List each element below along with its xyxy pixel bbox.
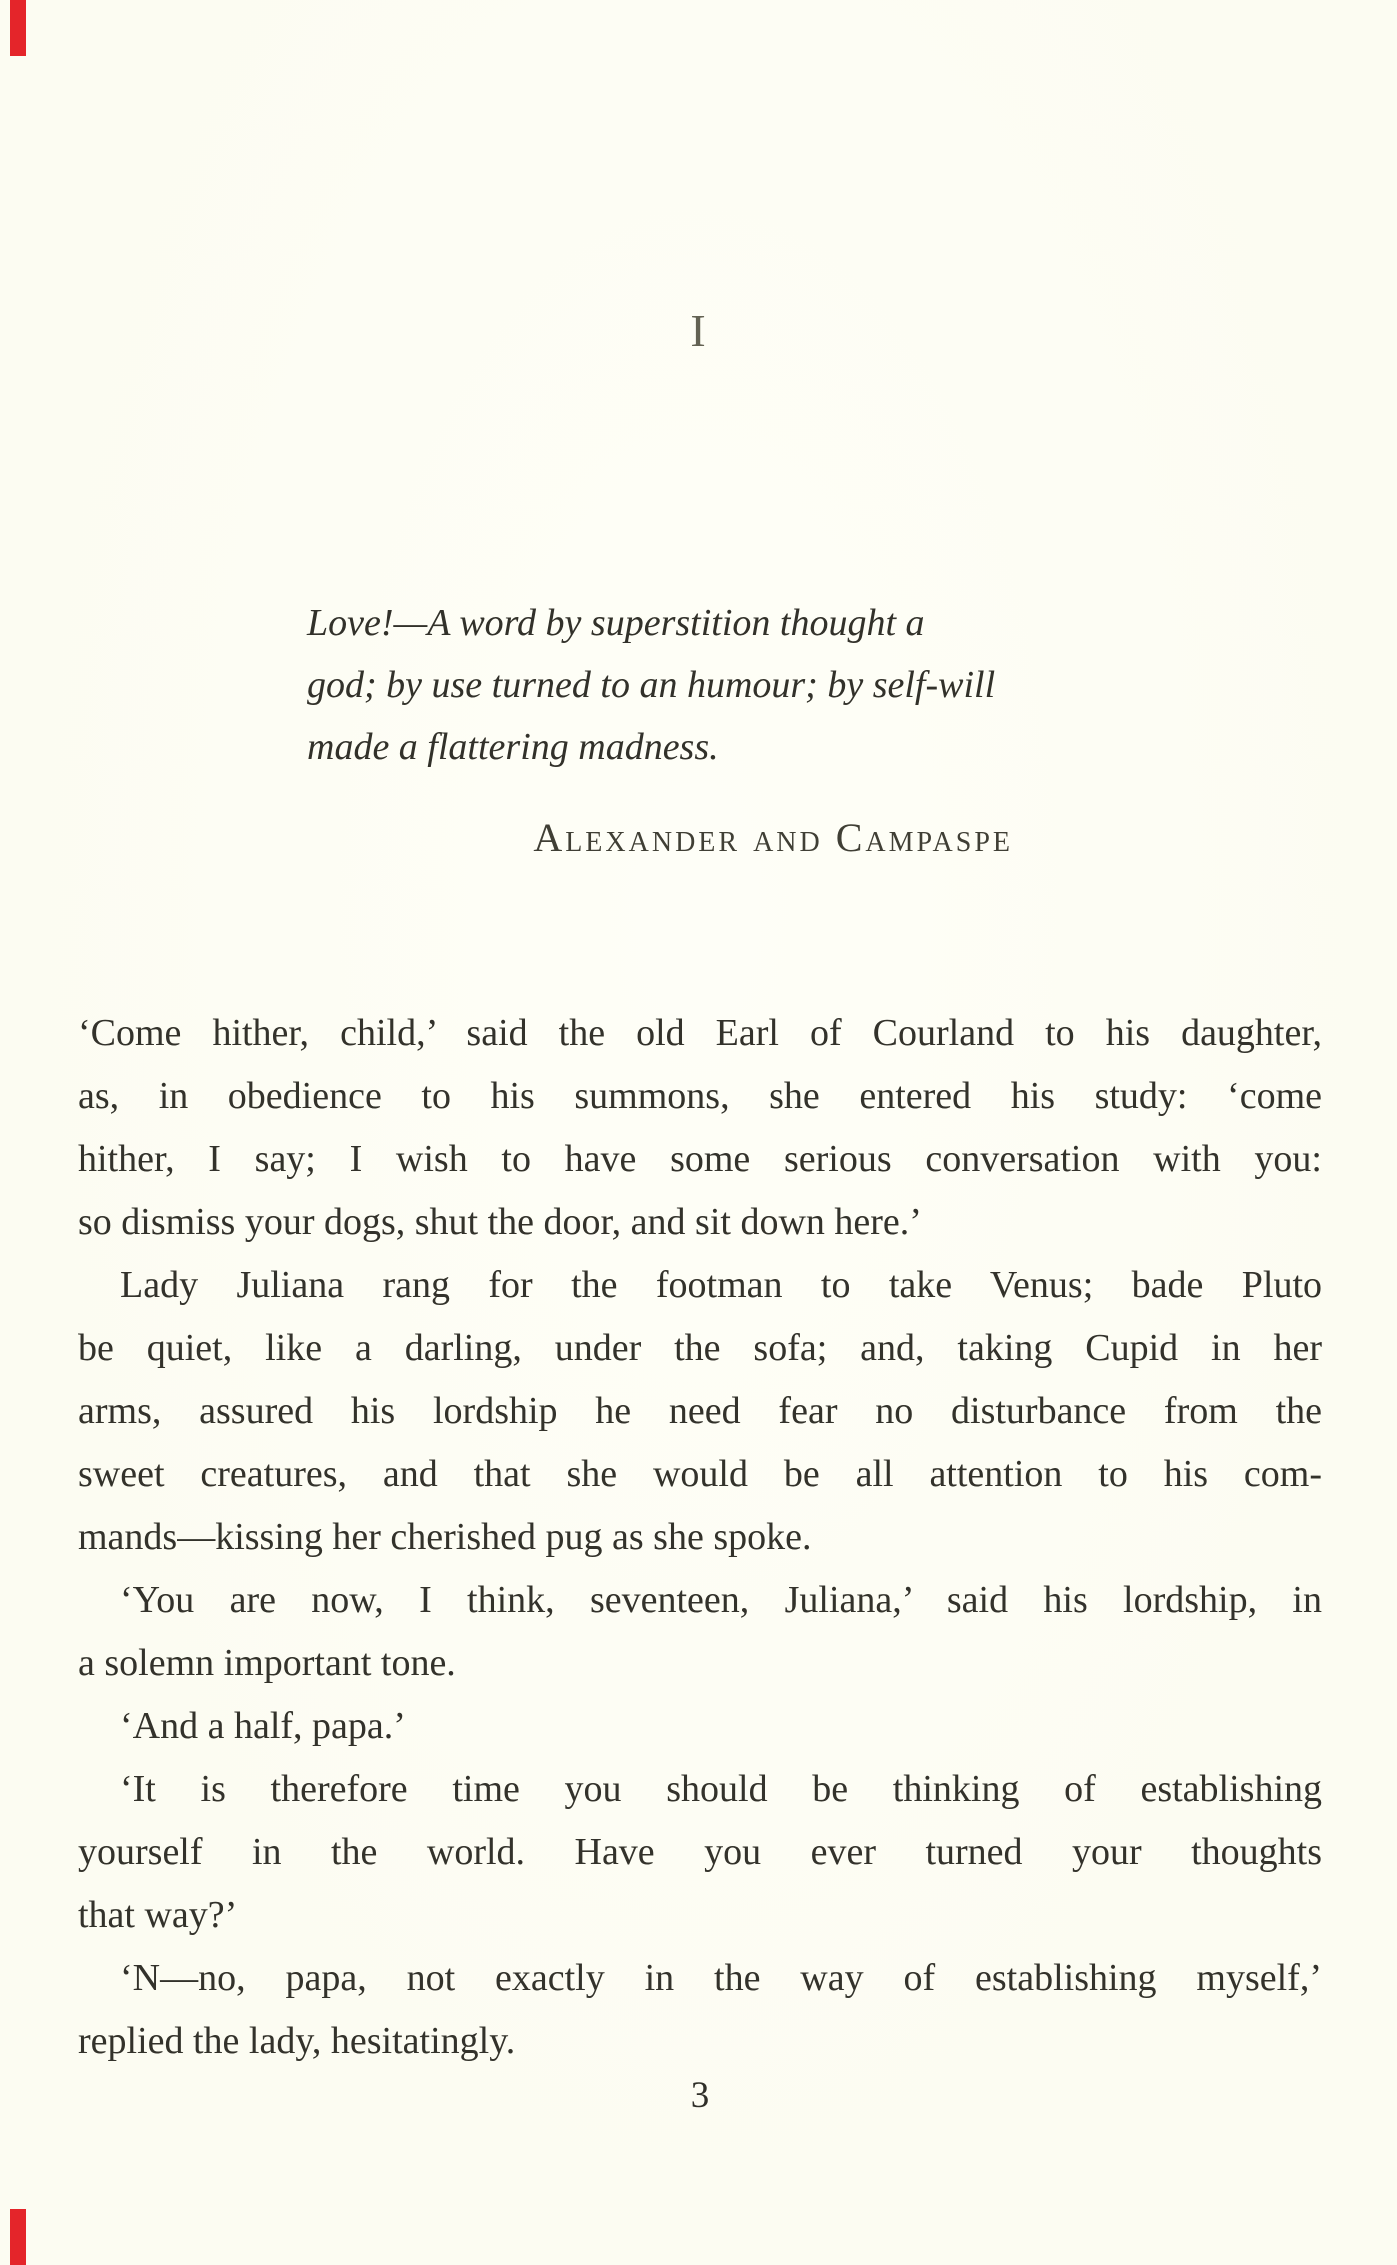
text-line: as, in obedience to his summons, she entered his study: ‘come (78, 1075, 1322, 1117)
text-line: be quiet, like a darling, under the sofa; and, taking Cupid in her (78, 1327, 1322, 1369)
text-line: that way?’ (78, 1894, 238, 1936)
text-line: mands—kissing her cherished pug as she spoke. (78, 1516, 812, 1558)
paragraph (78, 1002, 1322, 1254)
red-edge-mark-top (10, 0, 26, 56)
page-number: 3 (690, 2075, 710, 2116)
text-line: a solemn important tone. (78, 1642, 456, 1684)
text-line: hither, I say; I wish to have some serious conversation with you: (78, 1138, 1322, 1180)
paragraph (78, 1254, 1322, 1569)
text-line: arms, assured his lordship he need fear no disturbance from the (78, 1390, 1322, 1432)
text-line: ‘N—no, papa, not exactly in the way of establishing myself,’ (120, 1957, 1322, 1999)
paragraph (78, 1947, 1322, 2073)
text-line: yourself in the world. Have you ever turned your thoughts (78, 1831, 1322, 1873)
text-line: so dismiss your dogs, shut the door, and sit down here.’ (78, 1201, 922, 1243)
epigraph-line: made a flattering madness. (307, 726, 719, 768)
paragraph (78, 1758, 1322, 1947)
chapter-number: I (690, 305, 707, 356)
text-line: sweet creatures, and that she would be all attention to his com- (78, 1453, 1322, 1495)
body-text (78, 1002, 1322, 2073)
paragraph (78, 1695, 1322, 1758)
text-line: ‘And a half, papa.’ (120, 1705, 406, 1747)
text-line: replied the lady, hesitatingly. (78, 2020, 516, 2062)
text-line: ‘It is therefore time you should be thinking of establishing (120, 1768, 1322, 1810)
text-line: Lady Juliana rang for the footman to take Venus; bade Pluto (120, 1264, 1322, 1306)
text-line: ‘You are now, I think, seventeen, Juliana,’ said his lordship, in (120, 1579, 1322, 1621)
epigraph-line: Love!—A word by superstition thought a (307, 602, 925, 644)
red-edge-mark-bottom (10, 2209, 26, 2265)
epigraph (307, 592, 1047, 778)
paragraph (78, 1569, 1322, 1695)
text-line: ‘Come hither, child,’ said the old Earl of Courland to his daughter, (78, 1012, 1322, 1054)
epigraph-attribution: Alexander and Campaspe (533, 815, 1013, 860)
epigraph-line: god; by use turned to an humour; by self-will (307, 664, 996, 706)
